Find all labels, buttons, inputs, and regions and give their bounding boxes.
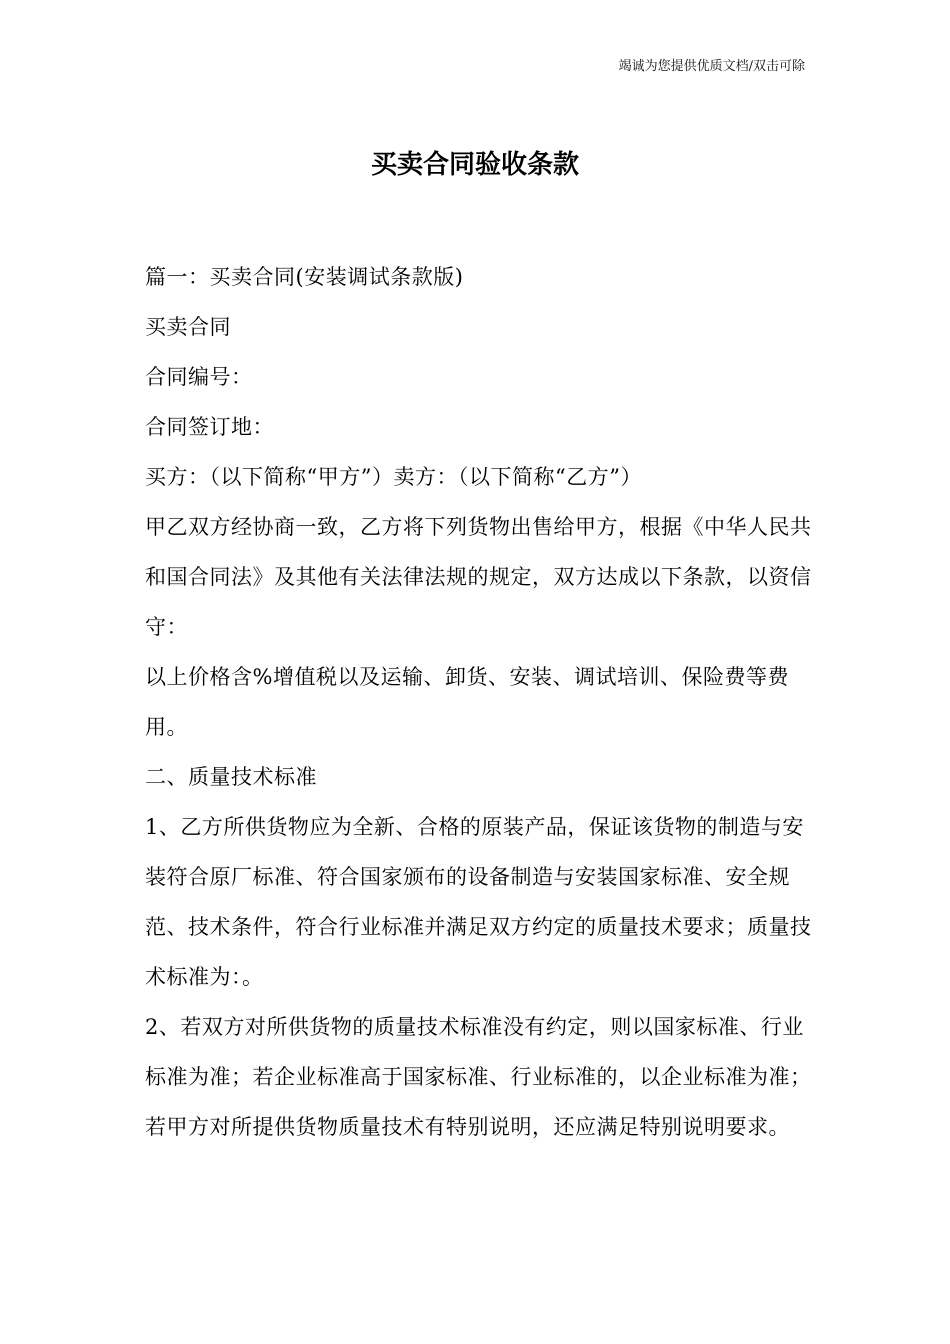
section-heading-quality-standards: 二、质量技术标准 xyxy=(145,765,317,789)
quality-clause-2: 2、若双方对所供货物的质量技术标准没有约定，则以国家标准、行业标准为准；若企业标准高于国家标准、行业标准的，以企业标准为准；若甲方对所提供货物质量技术有特别说明，还应满足特别说明要求。 xyxy=(145,1015,812,1139)
parties-line: 买方：（以下简称“甲方”）卖方：（以下简称“乙方”） xyxy=(145,465,642,489)
preamble-paragraph: 甲乙双方经协商一致，乙方将下列货物出售给甲方，根据《中华人民共和国合同法》及其他有关法律法规的规定，双方达成以下条款，以资信守： xyxy=(145,515,812,639)
section-heading-part-one: 篇一：买卖合同(安装调试条款版) xyxy=(145,265,464,289)
contract-name: 买卖合同 xyxy=(145,315,231,339)
contract-number-field: 合同编号： xyxy=(145,365,253,389)
document-body xyxy=(145,252,817,1152)
quality-clause-1: 1、乙方所供货物应为全新、合格的原装产品，保证该货物的制造与安装符合原厂标准、符合国家颁布的设备制造与安装国家标准、安全规范、技术条件，符合行业标准并满足双方约定的质量技术要求；质量技术标准为：。 xyxy=(145,815,812,989)
header-note: 竭诚为您提供优质文档/双击可除 xyxy=(618,59,805,74)
contract-signing-place-field: 合同签订地： xyxy=(145,415,274,439)
price-paragraph: 以上价格含%增值税以及运输、卸货、安装、调试培训、保险费等费用。 xyxy=(145,665,789,739)
document-title: 买卖合同验收条款 xyxy=(370,150,579,180)
